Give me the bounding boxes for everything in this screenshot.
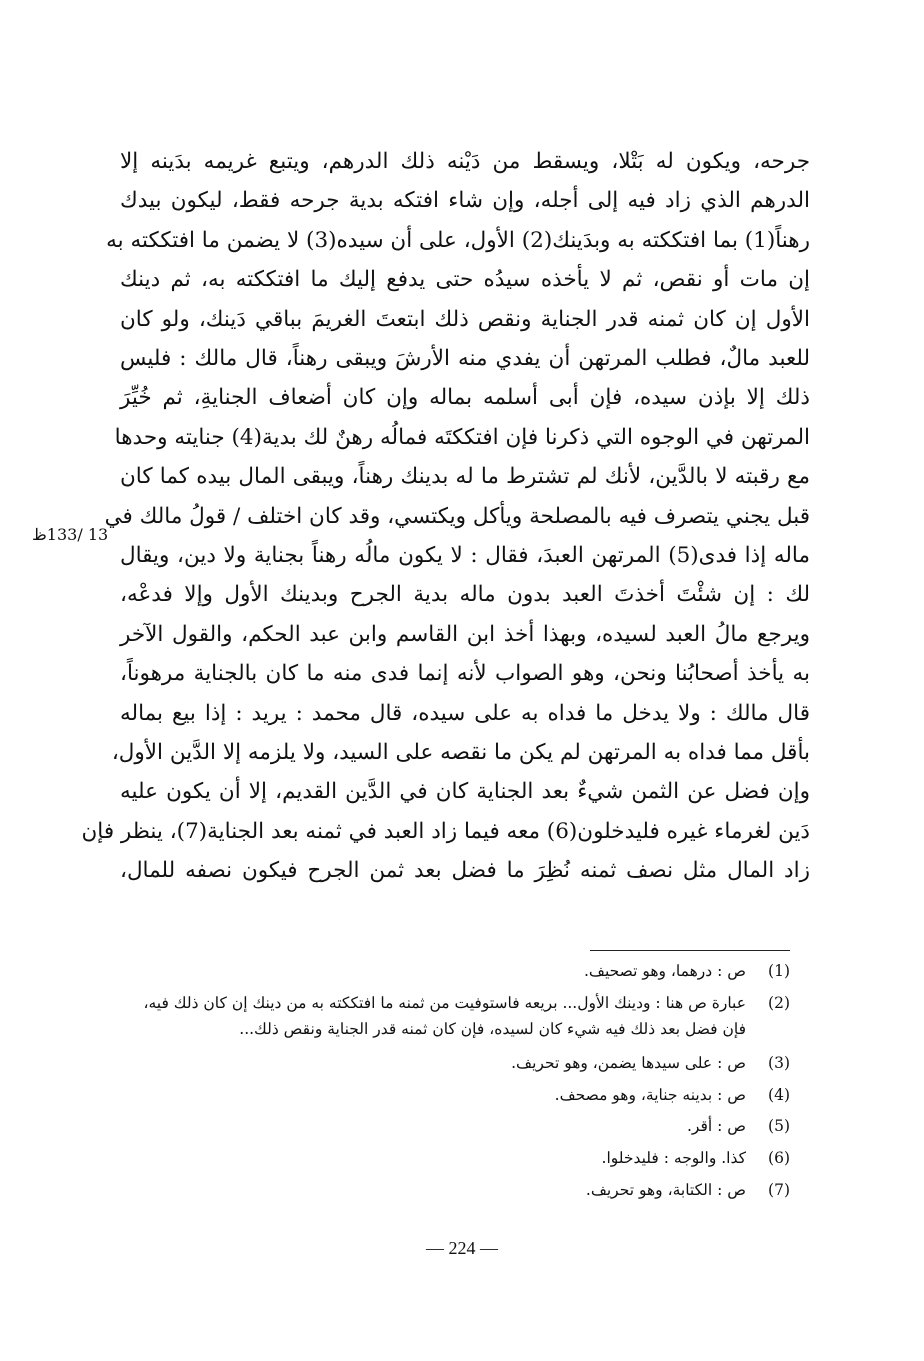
text-line: مع رقبته لا بالدَّين، لأنك لم تشترط ما له بدينك رهناً، ويبقى المال بيده كما كان: [120, 464, 810, 490]
footnote: [150, 958, 790, 984]
text-line: قال مالك : ولا يدخل ما فداه به على سيده، قال محمد : يريد : إذا بيع بماله: [120, 700, 810, 726]
footnote: [150, 1177, 790, 1203]
page-number: — 224 —: [426, 1238, 498, 1258]
text-line: إن مات أو نقص، ثم لا يأخذه سيدُه حتى يدفع إليك ما افتككته به، ثم دينك: [120, 267, 810, 293]
text-line: زاد المال مثل نصف ثمنه نُظِرَ ما فضل بعد ثمن الجرح فيكون نصفه للمال،: [120, 858, 810, 884]
footnote-number: (3): [768, 1054, 790, 1072]
footnote-number: (7): [768, 1181, 790, 1199]
text-line: الأول إن كان ثمنه قدر الجناية ونقص ذلك ابتعتَ الغريمَ بباقي دَينك، ولو كان: [120, 306, 810, 332]
footnote-text: ص : الكتابة، وهو تحريف.: [585, 1181, 746, 1199]
footnote-number: (4): [768, 1086, 790, 1104]
text-line: ماله إذا فدى(5) المرتهن العبدَ، فقال : لا يكون مالُه رهناً بجناية ولا دين، ويقال: [120, 543, 810, 568]
footnote: [143, 990, 790, 1016]
footnote-number: (2): [768, 994, 790, 1012]
text-line: جرحه، ويكون له بَتْلا، ويسقط من دَيْنه ذلك الدرهم، ويتبع غريمه بدَينه إلا: [120, 149, 810, 174]
footnote: [150, 1082, 790, 1108]
text-line: بأقل مما فداه به المرتهن لم يكن ما نقصه على السيد، ولا يلزمه إلا الدَّين الأول،: [111, 740, 810, 765]
text-line: للعبد مالٌ، فطلب المرتهن أن يفدي منه الأرشَ ويبقى رهناً، قال مالك : فليس: [120, 346, 810, 371]
footnote-text: ص : على سيدها يضمن، وهو تحريف.: [511, 1054, 746, 1072]
text-line: وإن فضل عن الثمن شيءٌ بعد الجناية كان في الدَّين القديم، إلا أن يكون عليه: [120, 779, 810, 805]
footnote-continuation: فإن فضل بعد ذلك فيه شيء كان لسيده، فإن كان ثمنه قدر الجناية ونقص ذلك...: [239, 1020, 746, 1038]
text-line: لك : إن شئْتَ أخذتَ العبد بدون ماله بدية الجرح وبدينك الأول وإلا فدعْه،: [120, 582, 810, 608]
footnote: [150, 1113, 790, 1139]
footnote: [150, 1145, 790, 1171]
footnote-text: كذا. والوجه : فليدخلوا.: [601, 1149, 746, 1167]
text-line: دَين لغرماء غيره فليدخلون(6) معه فيما زاد العبد في ثمنه بعد الجناية(7)، ينظر فإن: [81, 818, 810, 844]
footnote-number: (1): [768, 962, 790, 980]
footnote-text: ص : بدينه جناية، وهو مصحف.: [554, 1086, 746, 1104]
text-line: الدرهم الذي زاد فيه إلى أجله، وإن شاء افتكه بدية جرحه فقط، ليكون بيدك: [120, 188, 810, 214]
footnote-text: ص : أقر.: [686, 1117, 746, 1135]
footnote: [150, 1050, 790, 1076]
footnote-number: (5): [768, 1117, 790, 1135]
text-line: ذلك إلا بإذن سيده، فإن أبى أسلمه بماله وإن كان أضعاف الجنايةِ، ثم خُيِّرَ: [120, 385, 810, 411]
footnote-separator: [590, 950, 790, 951]
text-line: قبل يجني يتصرف فيه بالمصلحة ويأكل ويكتسي، وقد كان اختلف / قولُ مالك في: [104, 503, 810, 529]
text-line: المرتهن في الوجوه التي ذكرنا فإن افتككتَه فمالُه رهنٌ لك بدية(4) جنايته وحدها: [114, 424, 810, 450]
footnote-text: ص : درهما، وهو تصحيف.: [584, 962, 746, 980]
text-line: به يأخذ أصحابُنا ونحن، وهو الصواب لأنه إنما فدى منه ما كان بالجناية مرهوناً،: [120, 661, 810, 687]
footnote-text: عبارة ص هنا : ودينك الأول... بريعه فاستوفيت من ثمنه ما افتككته به من دينك إن كان ذلك فيه،: [143, 994, 746, 1012]
text-line: رهناً(1) بما افتككته به وبدَينك(2) الأول، على أن سيده(3) لا يضمن ما افتككته به: [106, 227, 810, 253]
manuscript-folio-note: 13 /133ظ: [32, 525, 109, 544]
text-line: ويرجع مالُ العبد لسيده، وبهذا أخذ ابن القاسم وابن عبد الحكم، والقول الآخر: [120, 621, 810, 647]
footnote-number: (6): [768, 1149, 790, 1167]
